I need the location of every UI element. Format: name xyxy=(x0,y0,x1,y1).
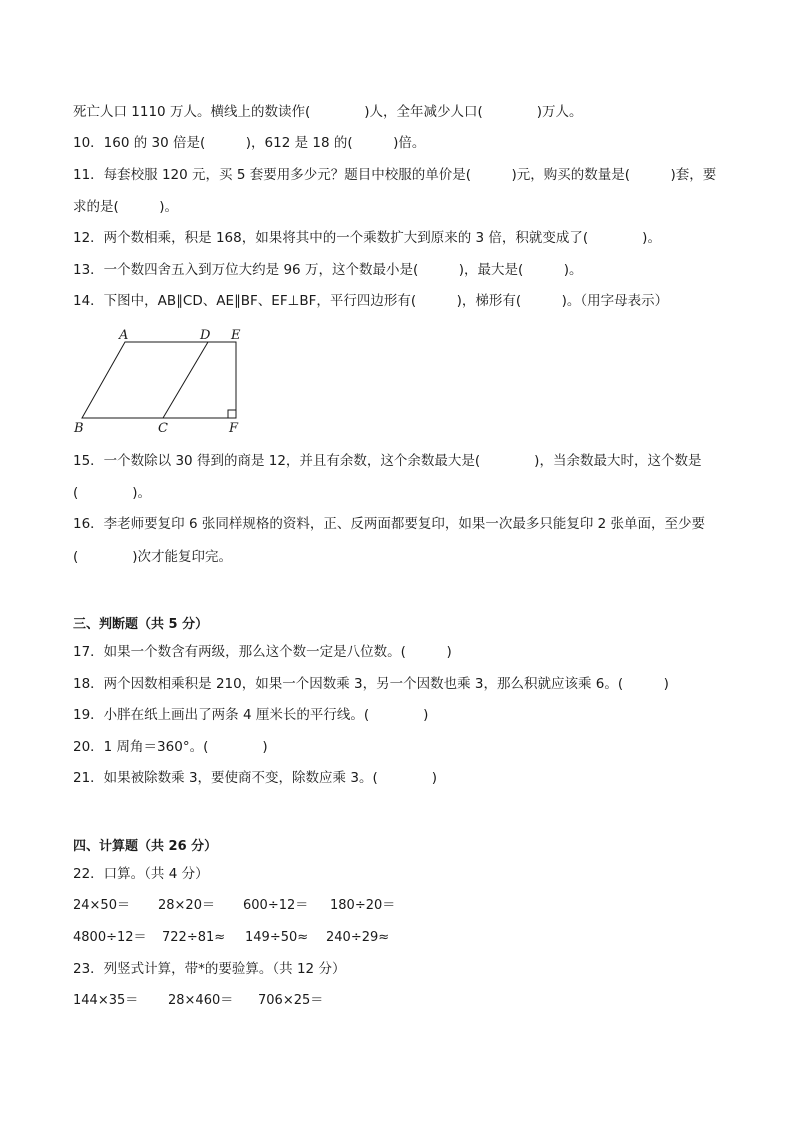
question-11-line-2: 求的是( )。 xyxy=(73,199,179,215)
label-b: B xyxy=(74,421,84,436)
question-23: 23．列竖式计算，带*的要验算。（共 12 分） xyxy=(73,961,346,977)
section-4-heading: 四、计算题（共 26 分） xyxy=(73,839,218,854)
label-f: F xyxy=(229,421,239,436)
question-22: 22．口算。（共 4 分） xyxy=(73,866,209,882)
question-10: 10．160 的 30 倍是( )，612 是 18 的( )倍。 xyxy=(73,135,426,151)
question-15-line-1: 15．一个数除以 30 得到的商是 12，并且有余数，这个余数最大是( )，当余数最大时，这个数是 xyxy=(73,453,702,469)
oral-item: 180÷20＝ xyxy=(330,898,396,913)
parallelogram-trapezoid-figure xyxy=(70,326,250,438)
right-angle-mark xyxy=(228,410,236,418)
question-15-line-2: ( )。 xyxy=(73,485,152,501)
section-3-heading: 三、判断题（共 5 分） xyxy=(73,617,209,632)
vertical-item: 144×35＝ xyxy=(73,993,139,1008)
figure-outline xyxy=(82,342,236,418)
oral-item: 28×20＝ xyxy=(158,898,215,913)
question-17: 17．如果一个数含有两级，那么这个数一定是八位数。( ) xyxy=(73,644,452,660)
label-d: D xyxy=(200,328,211,343)
vertical-item: 706×25＝ xyxy=(258,993,324,1008)
question-13: 13．一个数四舍五入到万位大约是 96 万，这个数最小是( )，最大是( )。 xyxy=(73,262,583,278)
question-16-line-1: 16．李老师要复印 6 张同样规格的资料，正、反两面都要复印，如果一次最多只能复印 2 张单面，至少要 xyxy=(73,516,706,532)
segment-dc xyxy=(163,342,208,418)
oral-item: 4800÷12＝ xyxy=(73,930,147,945)
question-11-line-1: 11．每套校服 120 元，买 5 套要用多少元？题目中校服的单价是( )元，购买的数量是( )套，要 xyxy=(73,167,717,183)
label-c: C xyxy=(158,421,168,436)
question-18: 18．两个因数相乘积是 210，如果一个因数乘 3，另一个因数也乘 3，那么积就应该乘 6。( ) xyxy=(73,676,669,692)
oral-item: 24×50＝ xyxy=(73,898,130,913)
question-14: 14．下图中，AB∥CD、AE∥BF、EF⊥BF，平行四边形有( )，梯形有( )。（用字母表示） xyxy=(73,293,669,309)
question-12: 12．两个数相乘，积是 168，如果将其中的一个乘数扩大到原来的 3 倍，积就变成了( )。 xyxy=(73,230,661,246)
question-20: 20．1 周角＝360°。( ) xyxy=(73,739,268,755)
q9-continuation-text: 死亡人口 1110 万人。横线上的数读作( )人，全年减少人口( )万人。 xyxy=(73,104,583,120)
oral-item: 149÷50≈ xyxy=(245,930,309,945)
oral-item: 240÷29≈ xyxy=(326,930,390,945)
oral-item: 600÷12＝ xyxy=(243,898,309,913)
question-19: 19．小胖在纸上画出了两条 4 厘米长的平行线。( ) xyxy=(73,707,429,723)
vertical-item: 28×460＝ xyxy=(168,993,234,1008)
label-a: A xyxy=(119,328,129,343)
oral-item: 722÷81≈ xyxy=(162,930,226,945)
question-21: 21．如果被除数乘 3，要使商不变，除数应乘 3。( ) xyxy=(73,770,437,786)
label-e: E xyxy=(231,328,241,343)
question-16-line-2: ( )次才能复印完。 xyxy=(73,549,233,565)
